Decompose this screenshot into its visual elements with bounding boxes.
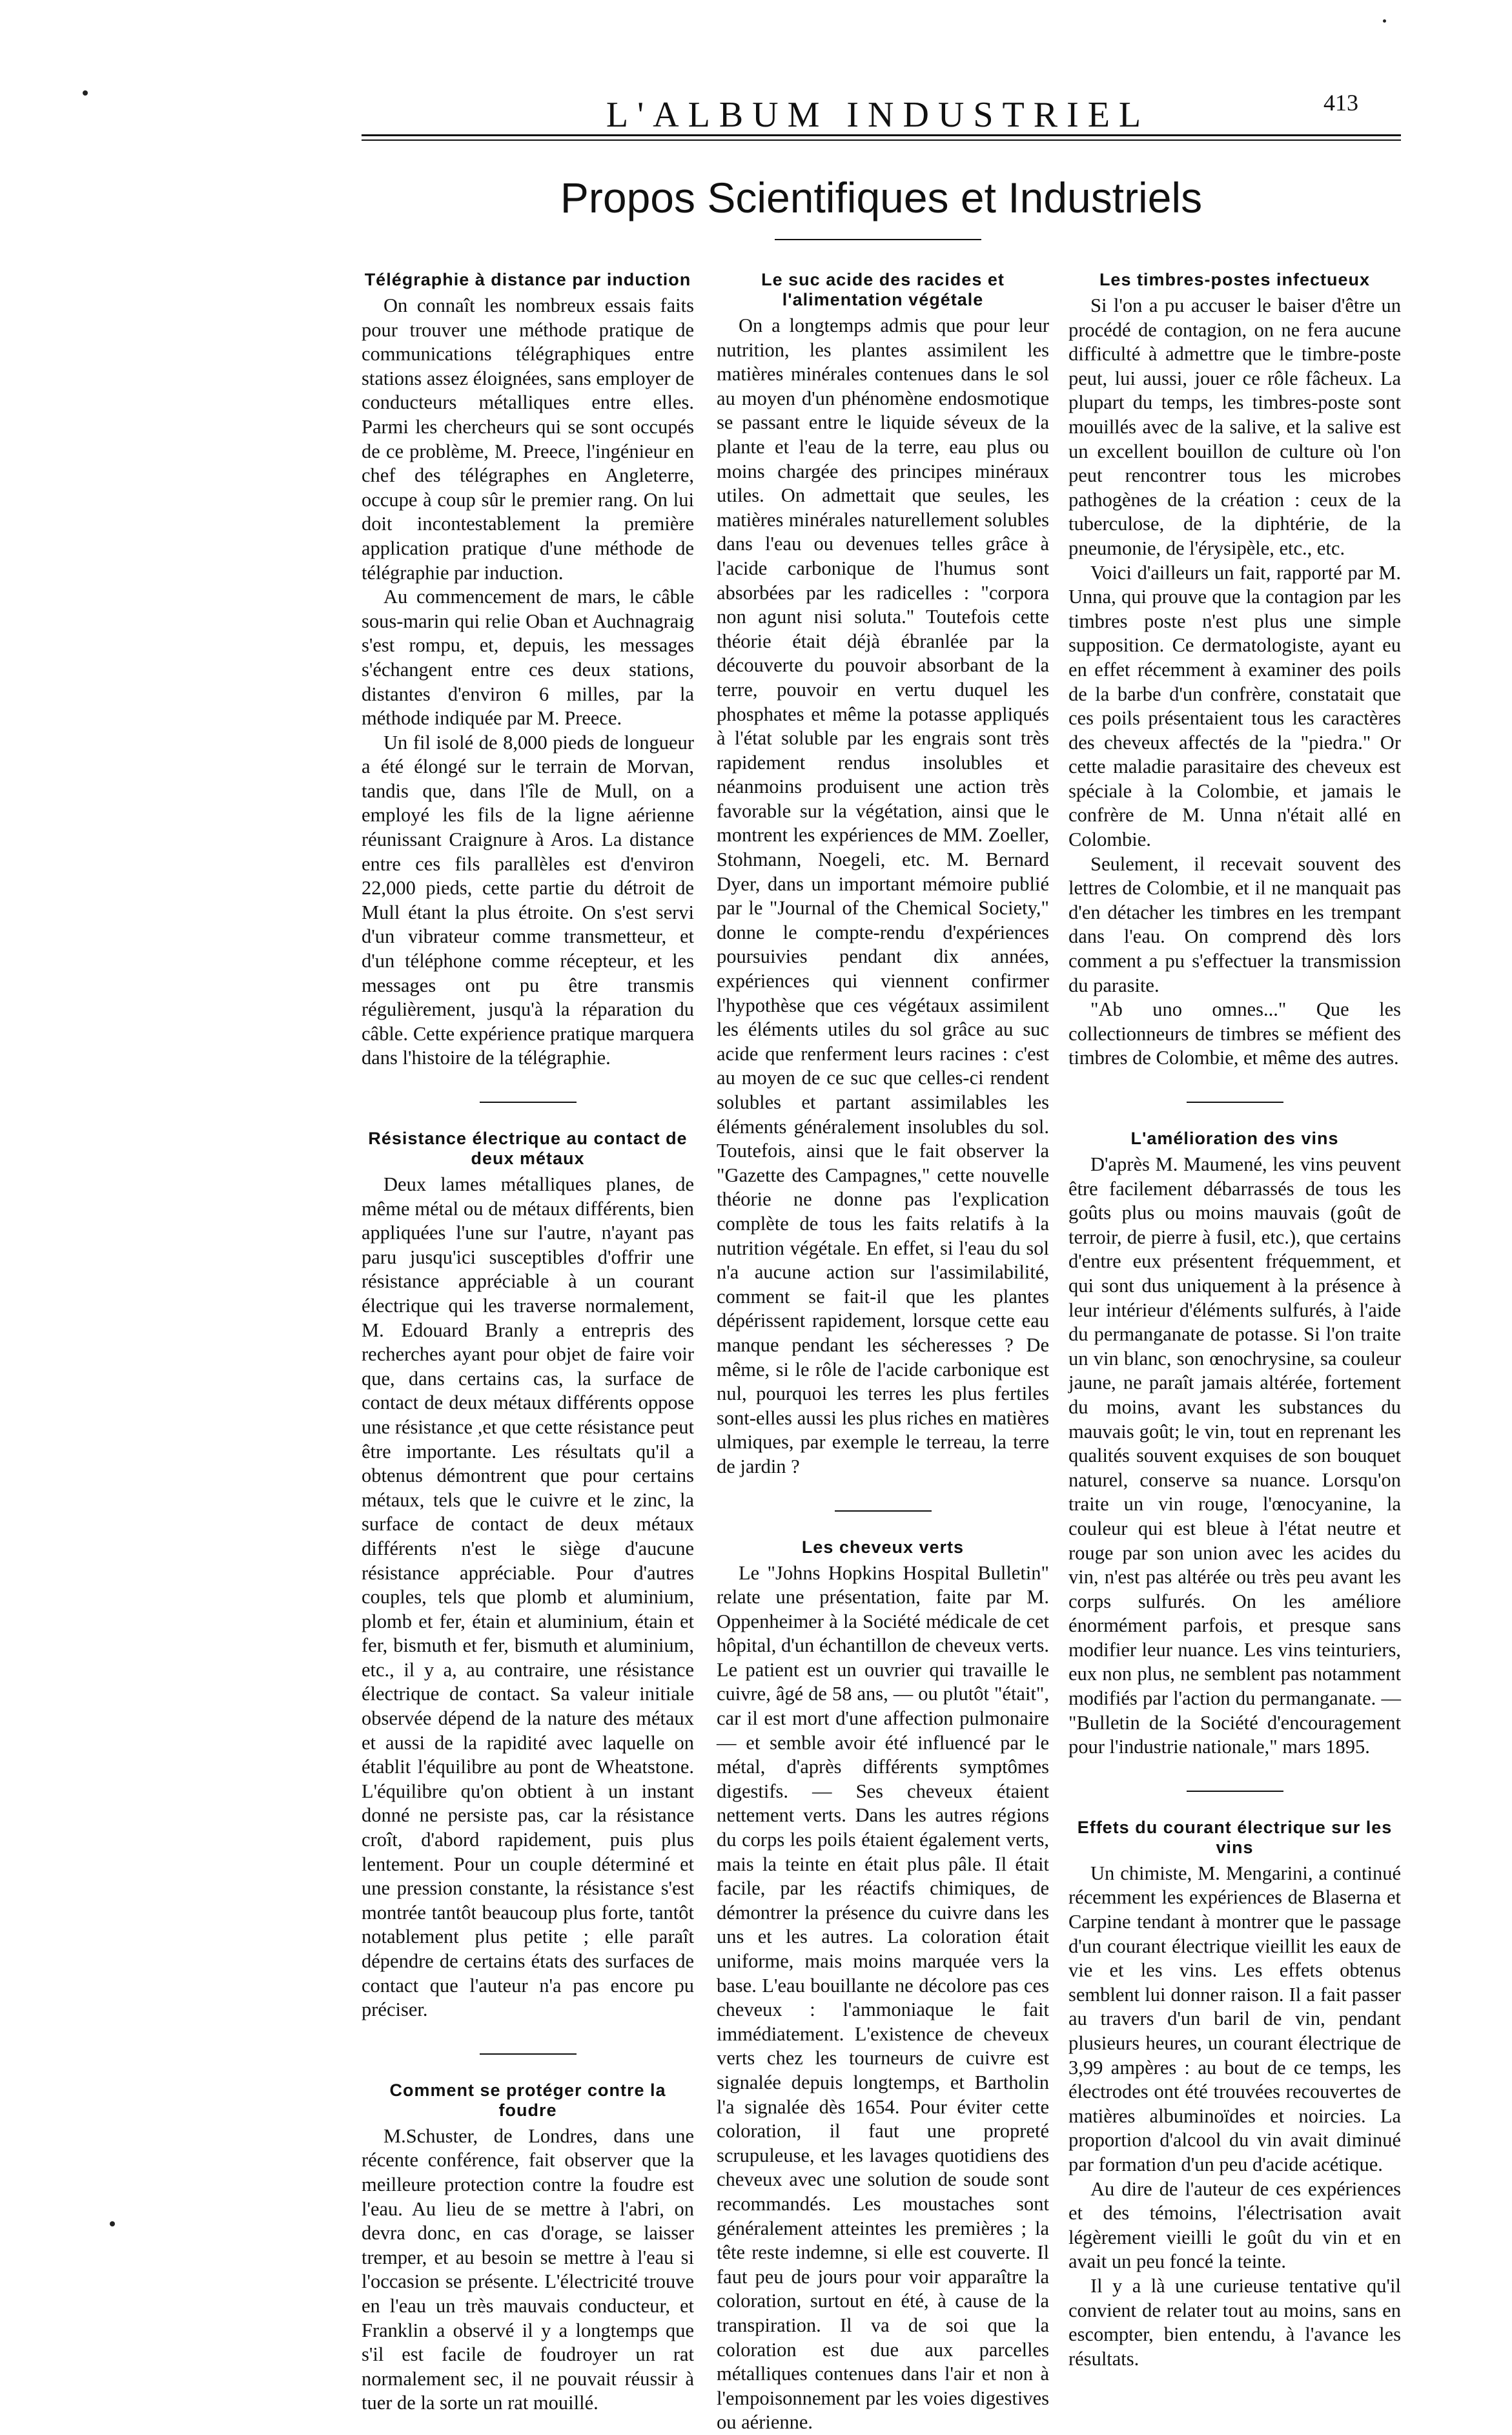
article-heading: Le suc acide des racides et l'alimentation végétale: [761, 270, 1005, 309]
article-heading: Effets du courant électrique sur les vins: [1077, 1817, 1393, 1857]
article: [362, 1129, 694, 2022]
article: [362, 270, 694, 1071]
article-separator: [1187, 1102, 1283, 1103]
article-heading: Les timbres-postes infectueux: [1099, 270, 1371, 289]
column-2: [717, 270, 1049, 2435]
article-separator: [1187, 1791, 1283, 1792]
article-paragraph: D'après M. Maumené, les vins peuvent être facilement débarrassés de tous les goûts plus ou moins mauvais (goût de terroir, de pierre à fusil, etc.), que certains d'entre eux présentent fréquemment, et qui sont dus uniquement à la présence à leur intérieur d'éléments sulfurés, à l'aide du permanganate de potasse. Si l'on traite un vin blanc, son œnochrysine, sa couleur jaune, ne paraît jamais altérée, fortement du moins, avant les substances du mauvais goût; le vin, tout en reprenant les qualités souvent exquises de son bouquet naturel, conserve sa nuance. Lorsqu'on traite un vin rouge, l'œnocyanine, la couleur qui est bleue à l'état neutre et rouge par son union avec les acides du vin, n'est pas altérée ou très peu avant les corps sulfurés. On les améliore énormément parfois, et presque sans modifier leur nuance. Les vins teinturiers, eux non plus, ne semblent pas notamment modifiés par l'action du permanganate. — "Bulletin de la Société d'encouragement pour l'industrie nationale," mars 1895.: [1068, 1153, 1401, 1758]
article-heading: Télégraphie à distance par induction: [364, 270, 691, 289]
article-paragraph: On a longtemps admis que pour leur nutrition, les plantes assimilent les matières minérales contenues dans le sol au moyen d'un phénomène endosmotique se passant entre le liquide séveux de la plante et l'eau de la terre, eau plus ou moins chargée des principes minéraux utiles. On admettait que seules, les matières minérales naturellement solubles dans l'eau ou devenues telles grâce à l'acide carbonique de l'humus sont absorbées par les radicelles : "corpora non agunt nisi soluta." Toutefois cette théorie était déjà ébranlée par la découverte du pouvoir absorbant de la terre, pouvoir en vertu duquel les phosphates et même la potasse appliqués à l'état soluble par les engrais sont très rapidement rendus insolubles et néanmoins produisent une action très favorable sur la végétation, ainsi que le montrent les expériences de MM. Zoeller, Stohmann, Noegeli, etc. M. Bernard Dyer, dans un important mémoire publié par le "Journal of the Chemical Society," donne le compte-rendu d'expériences poursuivies pendant dix années, expériences qui viennent confirmer l'hypothèse que ces végétaux assimilent les éléments utiles du sol grâce au suc acide que renferment leurs racines : c'est au moyen de ce suc que celles-ci rendent solubles et partant assimilables les éléments généralement insolubles du sol. Toutefois, ainsi que le fait observer la "Gazette des Campagnes," cette nouvelle théorie ne donne pas l'explication complète de tous les faits relatifs à la nutrition végétale. En effet, si l'eau du sol n'a aucune action sur l'assimilabilité, comment se fait-il que les plantes dépérissent rapidement, lorsque cette eau manque pendant les sécheresses ? De même, si le rôle de l'acide carbonique est nul, pourquoi les terres les plus fertiles sont-elles aussi les plus riches en matières ulmiques, par exemple le terreau, la terre de jardin ?: [717, 314, 1049, 1477]
running-title: L'ALBUM INDUSTRIEL: [606, 95, 1150, 135]
article: [717, 1537, 1049, 2435]
article-paragraph: Un fil isolé de 8,000 pieds de longueur a été élongé sur le terrain de Morvan, tandis que, dans l'île de Mull, on a employé les fils de la ligne aérienne réunissant Craignure à Aros. La distance entre ces fils parallèles est d'environ 22,000 pieds, cette partie du détroit de Mull étant la plus étroite. On s'est servi d'un vibrateur comme transmetteur, et d'un téléphone comme récepteur, et les messages ont pu être transmis régulièrement, jusqu'à la réparation du câble. Cette expérience pratique marquera dans l'histoire de la télégraphie.: [362, 731, 694, 1069]
margin-speck: [1383, 19, 1386, 23]
margin-speck: [110, 2221, 115, 2226]
article-separator: [835, 1510, 932, 1512]
column-1: [362, 270, 694, 2416]
article: [1068, 1129, 1401, 1760]
article: [1068, 1818, 1401, 2371]
margin-speck: [83, 90, 88, 96]
article-paragraph: M.Schuster, de Londres, dans une récente conférence, fait observer que la meilleure protection contre la foudre est l'eau. Au lieu de se mettre à l'abri, on devra donc, en cas d'orage, se laisser tremper, et au besoin se mettre à l'eau si l'occasion se présente. L'électricité trouve en l'eau un très mauvais conducteur, et Franklin a observé il y a longtemps que s'il est facile de foudroyer un rat normalement sec, il ne pouvait réussir à tuer de la sorte un rat mouillé.: [362, 2124, 694, 2414]
article-paragraph: Si l'on a pu accuser le baiser d'être un procédé de contagion, on ne fera aucune difficulté à admettre que le timbre-poste peut, lui aussi, jouer ce rôle fâcheux. La plupart du temps, les timbres-poste sont mouillés avec de la salive, et la salive est un excellent bouillon de culture où l'on peut rencontrer tous les microbes pathogènes de la création : ceux de la tuberculose, de la diphtérie, de la pneumonie, de l'érysipèle, etc., etc.: [1068, 294, 1401, 559]
article: [362, 2081, 694, 2416]
article: [717, 270, 1049, 1479]
header-rule: [362, 139, 1401, 141]
article-paragraph: Un chimiste, M. Mengarini, a continué récemment les expériences de Blaserna et Carpine tendant à montrer que le passage d'un courant électrique vieillit les eaux de vie et les vins. Les effets obtenus semblent lui donner raison. Il a fait passer au travers d'un baril de vin, pendant plusieurs heures, un courant électrique de 3,99 ampères : au bout de ce temps, les électrodes ont été trouvées recouvertes de matières albuminoïdes et noircies. La proportion d'alcool du vin avait diminué par formation d'un peu d'acide acétique.: [1068, 1862, 1401, 2175]
article-paragraph: Au dire de l'auteur de ces expériences et des témoins, l'électrisation avait légèrement vieilli le goût du vin et en avait un peu foncé la teinte.: [1068, 2177, 1401, 2273]
article-separator: [480, 2053, 577, 2055]
article-paragraph: Le "Johns Hopkins Hospital Bulletin" relate une présentation, faite par M. Oppenheimer à la Société médicale de cet hôpital, d'un échantillon de cheveux verts. Le patient est un ouvrier qui travaille le cuivre, âgé de 58 ans, — ou plutôt "était", car il est mort d'une affection pulmonaire — et semble avoir été influencé par le métal, d'après différents symptômes digestifs. — Ses cheveux étaient nettement verts. Dans les autres régions du corps les poils étaient également verts, mais la teinte en était plus pâle. Il était facile, par les réactifs chimiques, de démontrer la présence du cuivre dans les uns et les autres. La coloration était uniforme, mais moins marquée vers la base. L'eau bouillante ne décolore pas ces cheveux : l'ammoniaque le fait immédiatement. L'existence de cheveux verts chez les tourneurs de cuivre est signalée depuis longtemps, et Bartholin l'a signalée dès 1654. Pour éviter cette coloration, il faut une propreté scrupuleuse, et les lavages quotidiens des cheveux avec une solution de soude sont recommandés. Les moustaches sont généralement atteintes les premières ; la tête reste indemne, si elle est couverte. Il faut peu de jours pour voir apparaître la coloration, surtout en été, à cause de la transpiration. Il va de soi que la coloration est due aux parcelles métalliques contenues dans l'air et non à l'empoisonnement par les voies digestives ou aérienne.: [717, 1561, 1049, 2434]
article-heading: Résistance électrique au contact de deux métaux: [368, 1129, 688, 1168]
article-heading: Comment se protéger contre la foudre: [389, 2080, 666, 2120]
article-heading: L'amélioration des vins: [1130, 1129, 1339, 1148]
article-paragraph: "Ab uno omnes..." Que les collectionneurs de timbres se méfient des timbres de Colombie, et même des autres.: [1068, 998, 1401, 1069]
header-rule: [362, 134, 1401, 136]
article-paragraph: Voici d'ailleurs un fait, rapporté par M. Unna, qui prouve que la contagion par les timbres poste n'est plus une simple supposition. Ce dermatologiste, ayant eu en effet récemment à examiner des poils de la barbe d'un confrère, constatait que ces poils présentaient tous les caractères des cheveux affectés de la "piedra." Or cette maladie parasitaire des cheveux est spéciale à la Colombie, et jamais le confrère de M. Unna n'était allé en Colombie.: [1068, 561, 1401, 851]
article: [1068, 270, 1401, 1071]
article-paragraph: On connaît les nombreux essais faits pour trouver une méthode pratique de communications télégraphiques entre stations assez éloignées, sans employer de conducteurs métalliques entre elles. Parmi les chercheurs qui se sont occupés de ce problème, M. Preece, l'ingénieur en chef des télégraphes en Angleterre, occupe à coup sûr le premier rang. On lui doit incontestablement la première application pratique d'une méthode de télégraphie par induction.: [362, 294, 694, 584]
article-separator: [480, 1102, 577, 1103]
article-paragraph: Seulement, il recevait souvent des lettres de Colombie, et il ne manquait pas d'en détacher les timbres en les trempant dans l'eau. On comprend dès lors comment a pu s'effectuer la transmission du parasite.: [1068, 852, 1401, 996]
title-rule: [775, 239, 981, 240]
article-paragraph: Au commencement de mars, le câble sous-marin qui relie Oban et Auchnagraig s'est rompu, et, depuis, les messages s'échangent entre ces deux stations, distantes d'environ 6 milles, par la méthode indiquée par M. Preece.: [362, 586, 694, 730]
article-paragraph: Deux lames métalliques planes, de même métal ou de métaux différents, bien appliquées l'une sur l'autre, n'ayant pas paru jusqu'ici susceptibles d'offrir une résistance appréciable à un courant électrique qui les traverse normalement, M. Edouard Branly a entrepris des recherches ayant pour objet de faire voir que, dans certains cas, la surface de contact de deux métaux différents oppose une résistance ,et que cette résistance peut être importante. Les résultats qu'il a obtenus démontrent que pour certains métaux, tels que le cuivre et le zinc, la surface de contact de deux métaux différents n'est le siège d'aucune résistance appréciable. Pour d'autres couples, tels que plomb et aluminium, plomb et fer, étain et aluminium, étain et fer, bismuth et fer, bismuth et aluminium, etc., il y a, au contraire, une résistance électrique de contact. Sa valeur initiale observée dépend de la nature des métaux et aussi de la rapidité avec laquelle on établit l'équilibre au pont de Wheatstone. L'équilibre qu'on obtient à un instant donné ne persiste pas, car la résistance croît, d'abord rapidement, puis plus lentement. Pour un couple déterminé et une pression constante, la résistance s'est montrée tantôt beaucoup plus forte, tantôt notablement plus petite ; elle paraît dépendre de certains états des surfaces de contact que l'auteur n'a pas encore pu préciser.: [362, 1173, 694, 2021]
article-paragraph: Il y a là une curieuse tentative qu'il convient de relater tout au moins, sans en escompter, bien entendu, à l'avance les résultats.: [1068, 2274, 1401, 2370]
page-title: Propos Scientifiques et Industriels: [560, 174, 1203, 221]
column-3: [1068, 270, 1401, 2371]
page-number: 413: [1323, 90, 1358, 116]
article-heading: Les cheveux verts: [801, 1537, 965, 1557]
